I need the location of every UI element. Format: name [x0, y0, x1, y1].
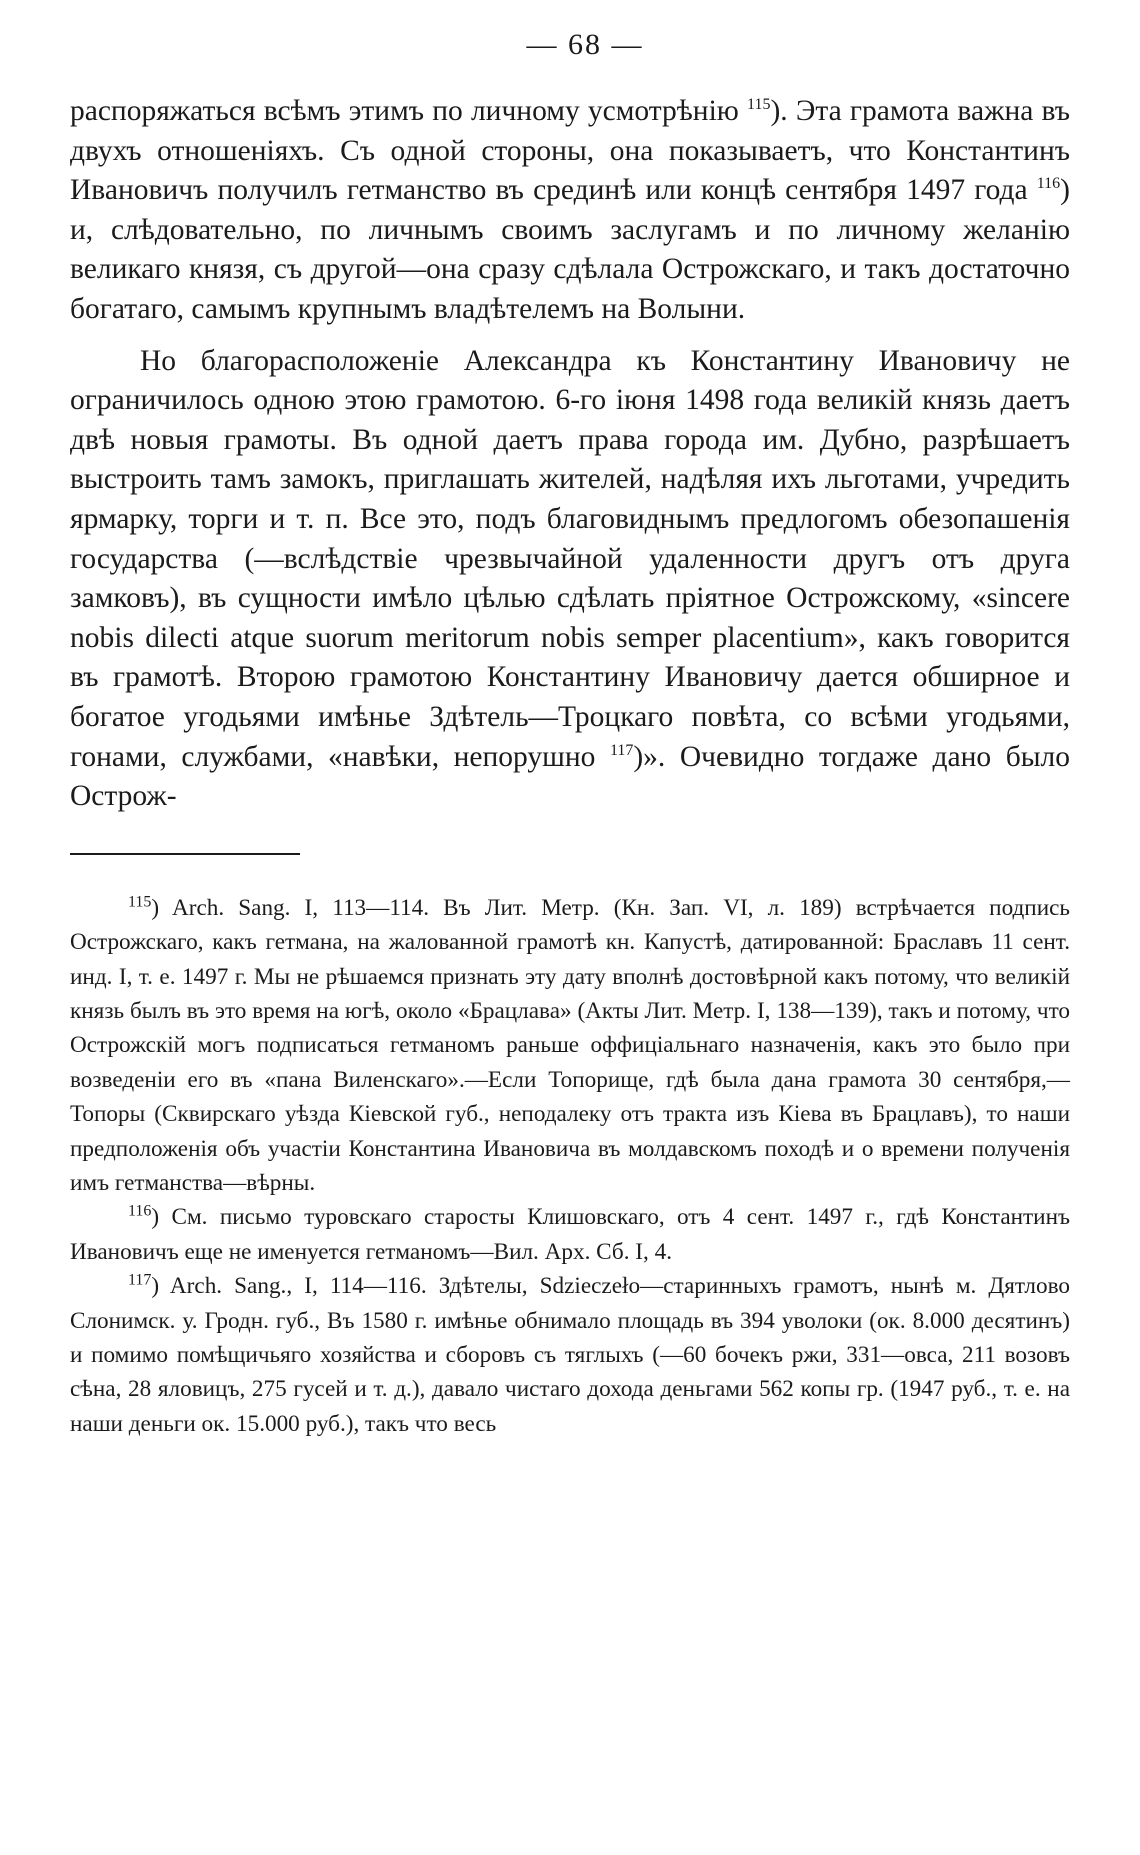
- footnote-ref-116: 116: [1036, 175, 1061, 193]
- document-page: [70, 28, 1070, 1441]
- footnote-115: [70, 891, 1070, 1201]
- paragraph-2-text-b: )». Очевидно тогдаже дано было Острож-: [70, 740, 1070, 813]
- footnote-117: [70, 1269, 1070, 1441]
- footnote-117-text: ) Arch. Sang., I, 114—116. Здѣтелы, Sdzieczeło—старинныхъ грамотъ, нынѣ м. Дятлово Слонимск. у. Гродн. губ., Въ 1580 г. имѣнье обнимало площадь въ 394 уволоки (ок. 8.000 десятинъ) и помимо помѣщичьяго хозяйства и сборовъ съ тяглыхъ (—60 бочекъ ржи, 331—овса, 211 возовъ сѣна, 28 яловицъ, 275 гусей и т. д.), давало чистаго дохода деньгами 562 копы гр. (1947 руб., т. е. на наши деньги ок. 15.000 руб.), такъ что весь: [70, 1273, 1070, 1437]
- footnote-ref-115: 115: [747, 96, 771, 114]
- paragraph-1-text-c: ) и, слѣдовательно, по личнымъ своимъ заслугамъ и по личному желанію великаго князя, съ другой—она сразу сдѣлала Острожскаго, и такъ достаточно богатаго, самымъ крупнымъ владѣтелемъ на Волыни.: [70, 174, 1070, 325]
- footnote-marker-115: 115: [128, 892, 152, 910]
- footnote-116: [70, 1200, 1070, 1269]
- footnote-marker-116: 116: [128, 1202, 152, 1220]
- footnote-116-text: ) См. письмо туровскаго старосты Клишовскаго, отъ 4 сент. 1497 г., гдѣ Константинъ Ивановичъ еще не именуется гетманомъ—Вил. Арх. Сб. I, 4.: [70, 1204, 1070, 1265]
- paragraph-2: [70, 342, 1070, 817]
- paragraph-2-text-a: Но благорасположеніе Александра къ Константину Ивановичу не ограничилось одною этою грамотою. 6-го іюня 1498 года великій князь даетъ двѣ новыя грамоты. Въ одной даетъ права города им. Дубно, разрѣшаетъ выстроить тамъ замокъ, приглашать жителей, надѣляя ихъ льготами, учредить ярмарку, торги и т. п. Все это, подъ благовиднымъ предлогомъ обезопашенія государства (—вслѣдствіе чрезвычайной удаленности другъ отъ друга замковъ), въ сущности имѣло цѣлью сдѣлать пріятное Острожскому, «sincere nobis dilecti atque suorum meritorum nobis semper placentium», какъ говорится въ грамотѣ. Второю грамотою Константину Ивановичу дается обширное и богатое угодьями имѣнье Здѣтель—Троцкаго повѣта, со всѣми угодьями, гонами, службами, «навѣки, непорушно: [70, 344, 1070, 773]
- footnote-separator: [70, 853, 300, 855]
- main-text: [70, 92, 1070, 817]
- footnote-marker-117: 117: [128, 1271, 152, 1289]
- paragraph-1: [70, 92, 1070, 330]
- footnote-115-text: ) Arch. Sang. I, 113—114. Въ Лит. Метр. (Кн. Зап. VI, л. 189) встрѣчается подпись Острожскаго, какъ гетмана, на жалованной грамотѣ кн. Капустѣ, датированной: Браславъ 11 сент. инд. I, т. е. 1497 г. Мы не рѣшаемся признать эту дату вполнѣ достовѣрной какъ потому, что великій князь былъ въ это время на югѣ, около «Брацлава» (Акты Лит. Метр. I, 138—139), такъ и потому, что Острожскій могъ подписаться гетманомъ раньше оффиціальнаго назначенія, какъ это было при возведеніи его въ «пана Виленскаго».—Если Топорище, гдѣ была дана грамота 30 сентября,—Топоры (Сквирскаго уѣзда Кіевской губ., неподалеку отъ тракта изъ Кіева въ Брацлавъ), то наши предположенія объ участіи Константина Ивановича въ молдавскомъ походѣ и о времени полученія имъ гетманства—вѣрны.: [70, 894, 1070, 1196]
- footnote-ref-117: 117: [609, 741, 634, 759]
- page-number: — 68 —: [526, 28, 644, 61]
- paragraph-1-text-a: распоряжаться всѣмъ этимъ по личному усмотрѣнію: [70, 95, 748, 127]
- paragraph-1-text-b: ). Эта грамота важна въ двухъ отношеніяхъ. Съ одной стороны, она показываетъ, что Константинъ Ивановичъ получилъ гетманство въ срединѣ или концѣ сентября 1497 года: [70, 95, 1070, 207]
- footnotes: [70, 891, 1070, 1442]
